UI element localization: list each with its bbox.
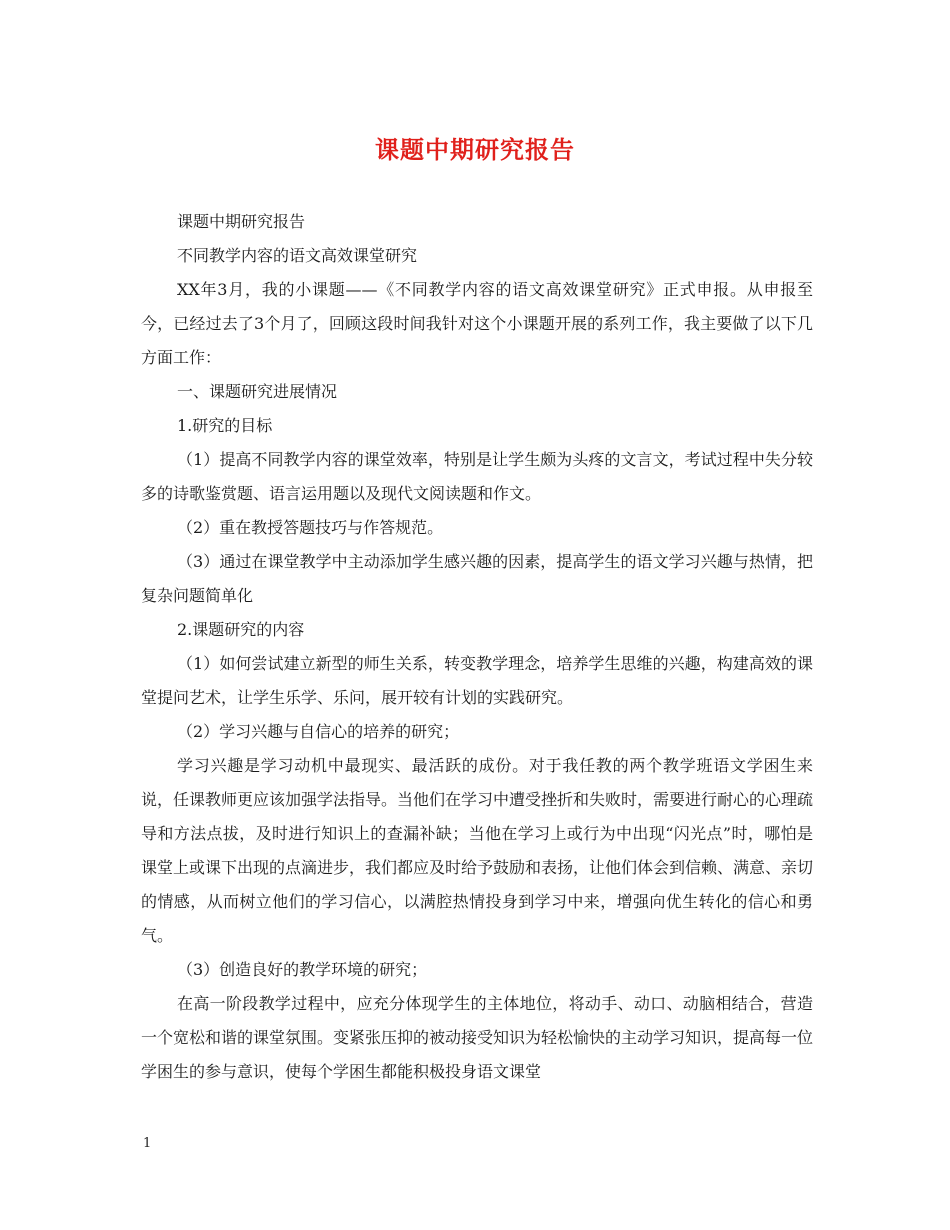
list-item: （1）提高不同教学内容的课堂效率，特别是让学生颇为头疼的文言文，考试过程中失分较多的诗歌鉴赏题、语言运用题以及现代文阅读题和作文。 <box>141 450 813 503</box>
section-heading: 一、课题研究进展情况 <box>177 382 338 401</box>
list-item: （2）学习兴趣与自信心的培养的研究； <box>177 722 460 741</box>
body-paragraph: 在高一阶段教学过程中，应充分体现学生的主体地位，将动手、动口、动脑相结合，营造一个宽松和谐的课堂氛围。变紧张压抑的被动接受知识为轻松愉快的主动学习知识，提高每一位学困生的参与意识，使每个学困生都能积极投身语文课堂 <box>141 994 814 1081</box>
document-title: 课题中期研究报告 <box>375 135 575 164</box>
list-item: （3）创造良好的教学环境的研究； <box>177 960 428 979</box>
paragraph-intro: XX年3月，我的小课题——《不同教学内容的语文高效课堂研究》正式申报。从申报至今，已经过去了3个月了，回顾这段时间我针对这个小课题开展的系列工作，我主要做了以下几方面工作： <box>141 280 813 367</box>
list-item: （1）如何尝试建立新型的师生关系，转变教学理念，培养学生思维的兴趣，构建高效的课堂提问艺术，让学生乐学、乐问，展开较有计划的实践研究。 <box>141 654 813 707</box>
page-number: 1 <box>143 1136 152 1151</box>
paragraph-subtitle: 不同教学内容的语文高效课堂研究 <box>177 246 418 265</box>
list-item: （3）通过在课堂教学中主动添加学生感兴趣的因素，提高学生的语文学习兴趣与热情，把复杂问题简单化 <box>141 552 813 605</box>
paragraph-heading-1: 课题中期研究报告 <box>177 212 306 231</box>
list-item: （2）重在教授答题技巧与作答规范。 <box>177 518 444 537</box>
subsection-heading: 1.研究的目标 <box>177 416 273 435</box>
document-body <box>141 205 813 1089</box>
body-paragraph: 学习兴趣是学习动机中最现实、最活跃的成份。对于我任教的两个教学班语文学困生来说，任课教师更应该加强学法指导。当他们在学习中遭受挫折和失败时，需要进行耐心的心理疏导和方法点拔，及时进行知识上的查漏补缺；当他在学习上或行为中出现“闪光点”时，哪怕是课堂上或课下出现的点滴进步，我们都应及时给予鼓励和表扬，让他们体会到信赖、满意、亲切的情感，从而树立他们的学习信心，以满腔热情投身到学习中来，增强向优生转化的信心和勇气。 <box>141 756 814 945</box>
subsection-heading: 2.课题研究的内容 <box>177 620 305 639</box>
